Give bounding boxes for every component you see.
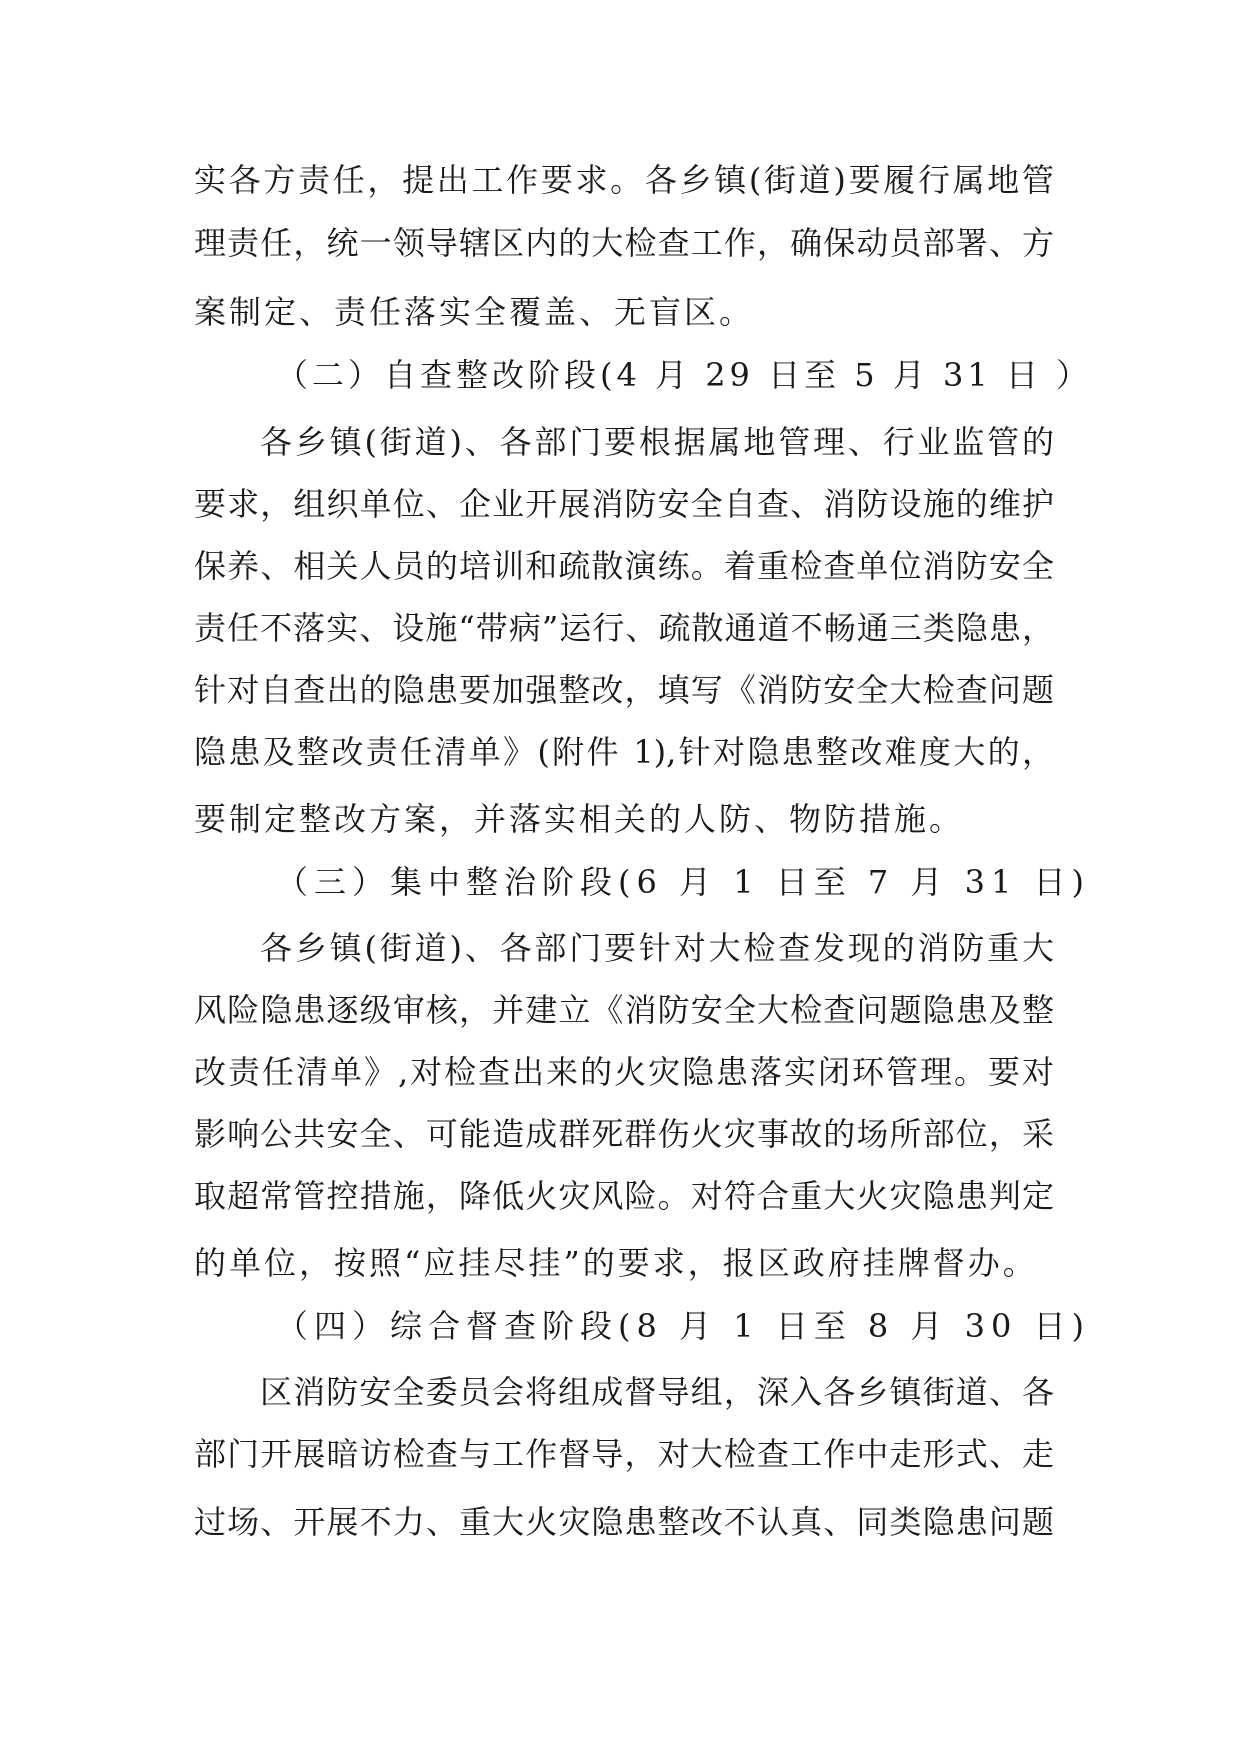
paragraph-line: 的单位，按照“应挂尽挂”的要求，报区政府挂牌督办。 (194, 1244, 1038, 1282)
paragraph-line: 责任不落实、设施“带病”运行、疏散通道不畅通三类隐患， (194, 609, 1054, 647)
paragraph-line: 各乡镇(街道)、各部门要针对大检查发现的消防重大 (260, 929, 1054, 967)
paragraph-line: 隐患及整改责任清单》(附件 1),针对隐患整改难度大的， (194, 733, 1054, 771)
paragraph-line: 理责任，统一领导辖区内的大检查工作，确保动员部署、方 (194, 224, 1054, 262)
paragraph-line: 改责任清单》,对检查出来的火灾隐患落实闭环管理。要对 (194, 1053, 1054, 1091)
paragraph-line: 要求，组织单位、企业开展消防安全自查、消防设施的维护 (194, 485, 1054, 523)
section-heading-4: （四）综合督查阶段(8 月 1 日至 8 月 30 日) (276, 1307, 1090, 1345)
paragraph-line: 针对自查出的隐患要加强整改，填写《消防安全大检查问题 (194, 671, 1054, 709)
paragraph-line: 取超常管控措施，降低火灾风险。对符合重大火灾隐患判定 (194, 1177, 1054, 1215)
paragraph-line: 部门开展暗访检查与工作督导，对大检查工作中走形式、走 (194, 1435, 1054, 1473)
paragraph-line: 过场、开展不力、重大火灾隐患整改不认真、同类隐患问题 (194, 1503, 1054, 1541)
paragraph-line: 各乡镇(街道)、各部门要根据属地管理、行业监管的 (260, 423, 1054, 461)
paragraph-line: 风险隐患逐级审核，并建立《消防安全大检查问题隐患及整 (194, 991, 1054, 1029)
paragraph-line: 案制定、责任落实全覆盖、无盲区。 (194, 293, 755, 331)
paragraph-line: 要制定整改方案，并落实相关的人防、物防措施。 (194, 800, 965, 838)
paragraph-line: 区消防安全委员会将组成督导组，深入各乡镇街道、各 (260, 1373, 1054, 1411)
section-heading-3: （三）集中整治阶段(6 月 1 日至 7 月 31 日) (276, 863, 1090, 901)
section-heading-2: （二）自查整改阶段(4 月 29 日至 5 月 31 日 ） (276, 356, 1093, 394)
paragraph-line: 实各方责任，提出工作要求。各乡镇(街道)要履行属地管 (194, 161, 1054, 199)
paragraph-line: 保养、相关人员的培训和疏散演练。着重检查单位消防安全 (194, 547, 1054, 585)
paragraph-line: 影响公共安全、可能造成群死群伤火灾事故的场所部位，采 (194, 1115, 1054, 1153)
